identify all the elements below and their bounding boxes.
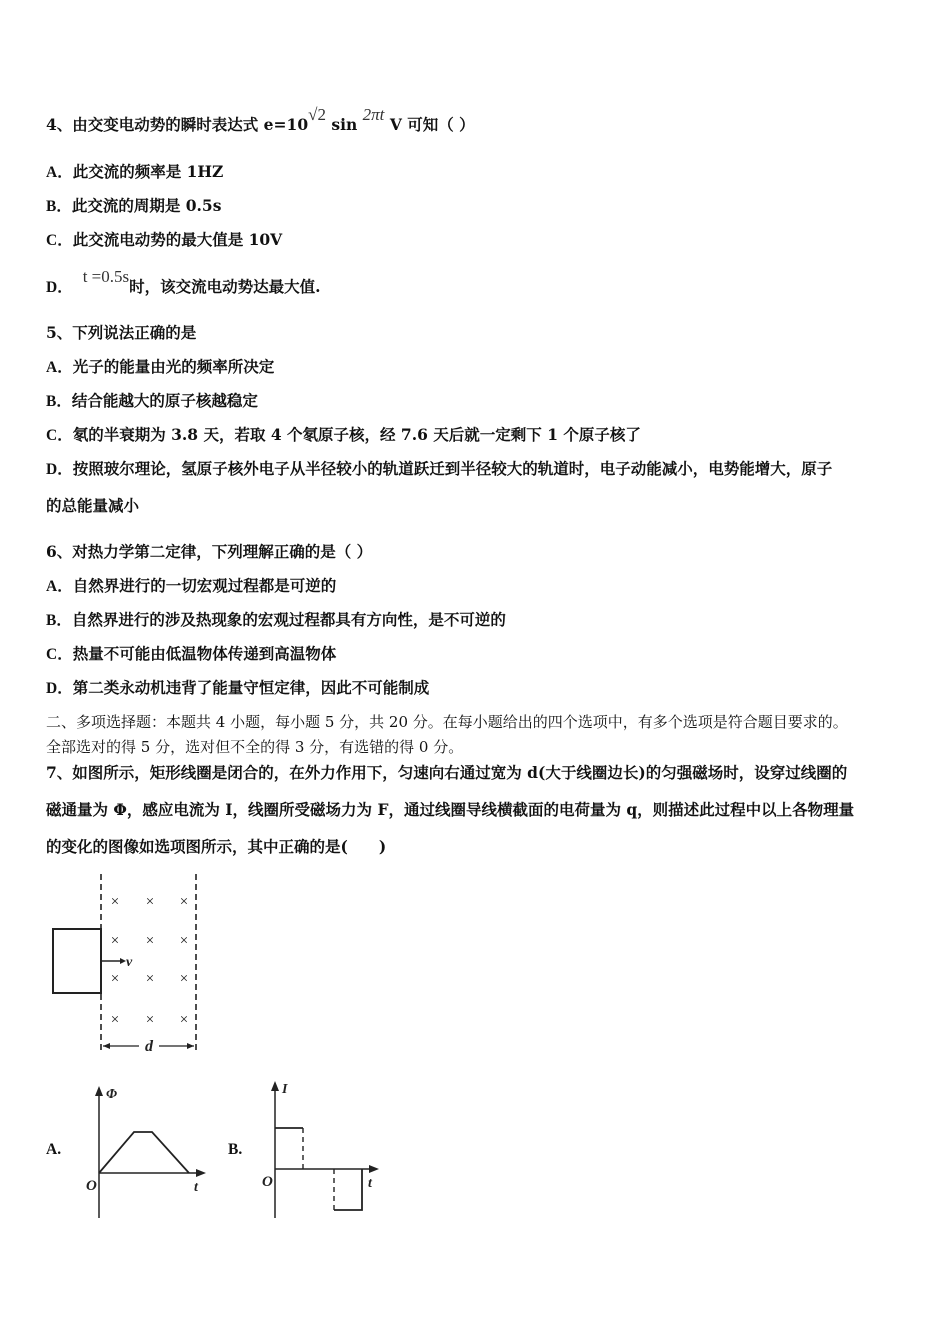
q5-b-letter: B． [46, 393, 72, 410]
q4-b-letter: B． [46, 198, 72, 215]
q6-a-letter: A． [46, 578, 73, 595]
q4-sqrt2: √2 [308, 105, 326, 124]
field-cross: × [179, 894, 189, 910]
graph-a-y-label: Φ [106, 1087, 118, 1102]
q4-a-letter: A． [46, 164, 73, 181]
q5-option-d [46, 459, 832, 480]
q4-arg: 2πt [362, 105, 385, 124]
graph-a-flux [82, 1082, 212, 1222]
q6-d-letter: D． [46, 680, 73, 697]
field-cross: × [110, 894, 120, 910]
field-cross: × [110, 1012, 120, 1028]
field-cross: × [145, 1012, 155, 1028]
graph-b-x-label: t [368, 1176, 372, 1191]
q5-option-b [46, 391, 258, 412]
q6-c-letter: C． [46, 646, 73, 663]
field-cross: × [179, 933, 189, 949]
q6-option-d [46, 678, 429, 699]
field-cross: × [110, 971, 120, 987]
graph-a-x-label: t [194, 1180, 198, 1195]
q6-stem: 6、对热力学第二定律，下列理解正确的是（ ） [46, 542, 373, 561]
q4-stem-post: V 可知（ ） [389, 115, 475, 134]
q4-c-letter: C． [46, 232, 73, 249]
q4-sin: sin [331, 115, 358, 134]
graph-a-option-label: A. [46, 1141, 62, 1158]
graph-a-y-arrowhead [95, 1086, 103, 1096]
graph-a-flux-curve [99, 1132, 189, 1173]
q4-stem-pre: 4、由交变电动势的瞬时表达式 e=10 [46, 115, 309, 134]
q4-b-text: 此交流的周期是 0.5s [71, 196, 222, 215]
q4-c-text: 此交流电动势的最大值是 10V [72, 230, 283, 249]
q4-option-a [46, 162, 223, 183]
q4-option-c [46, 230, 282, 251]
q4-option-b [46, 196, 221, 217]
q4-a-text: 此交流的频率是 1HZ [72, 162, 224, 181]
field-cross: × [145, 971, 155, 987]
section2-instructions-2: 全部选对的得 5 分，选对但不全的得 3 分，有选错的得 0 分。 [46, 738, 464, 756]
q6-option-b [46, 610, 506, 631]
field-cross: × [145, 894, 155, 910]
graph-b-current [258, 1076, 388, 1222]
velocity-label: v [126, 955, 133, 970]
q6-option-a [46, 576, 336, 597]
field-cross: × [145, 933, 155, 949]
graph-a-x-arrowhead [196, 1169, 206, 1177]
q5-d-text-2: 的总能量减小 [46, 496, 140, 515]
q5-a-letter: A． [46, 359, 73, 376]
magnetic-field-figure [44, 870, 214, 1060]
q5-option-c [46, 425, 641, 446]
q5-b-text: 结合能越大的原子核越稳定 [71, 391, 258, 410]
q4-option-d [46, 267, 321, 298]
q6-d-text: 第二类永动机违背了能量守恒定律，因此不可能制成 [72, 678, 430, 697]
graph-a-origin: O [86, 1178, 97, 1194]
q5-a-text: 光子的能量由光的频率所决定 [72, 357, 275, 376]
q7-stem-3: 的变化的图像如选项图所示，其中正确的是( ) [46, 837, 387, 856]
q5-c-text: 氡的半衰期为 3.8 天，若取 4 个氡原子核，经 7.6 天后就一定剩下 1 个原子核了 [72, 425, 641, 444]
q4-d-letter: D． [46, 279, 73, 296]
field-cross: × [179, 1012, 189, 1028]
graph-b-y-arrowhead [271, 1081, 279, 1091]
q4-d-text: 时，该交流电动势达最大值. [129, 277, 321, 296]
field-cross: × [110, 933, 120, 949]
rectangular-coil [53, 929, 101, 993]
q6-b-text: 自然界进行的涉及热现象的宏观过程都具有方向性，是不可逆的 [71, 610, 506, 629]
q4-d-math: t =0.5s [82, 267, 130, 286]
field-cross: × [179, 971, 189, 987]
q6-c-text: 热量不可能由低温物体传递到高温物体 [72, 644, 337, 663]
q6-a-text: 自然界进行的一切宏观过程都是可逆的 [72, 576, 337, 595]
graph-b-option-label: B. [228, 1141, 243, 1158]
q5-c-letter: C． [46, 427, 73, 444]
width-arrowhead-right [187, 1043, 194, 1049]
graph-b-y-label: I [282, 1082, 288, 1097]
q6-b-letter: B． [46, 612, 72, 629]
graph-b-negative-pulse [334, 1169, 362, 1210]
q4-stem [46, 105, 475, 135]
q5-d-text-1: 按照玻尔理论，氢原子核外电子从半径较小的轨道跃迁到半径较大的轨道时，电子动能减小，电势能增大，原子 [72, 459, 833, 478]
q6-option-c [46, 644, 336, 665]
q5-stem: 5、下列说法正确的是 [46, 323, 197, 342]
graph-b-origin: O [262, 1174, 273, 1190]
width-arrowhead-left [103, 1043, 110, 1049]
width-label: d [145, 1038, 153, 1055]
q5-option-a [46, 357, 274, 378]
q7-stem-1: 7、如图所示，矩形线圈是闭合的，在外力作用下，匀速向右通过宽为 d(大于线圈边长)的匀强磁场时，设穿过线圈的 [46, 763, 848, 782]
section2-instructions-1: 二、多项选择题：本题共 4 小题，每小题 5 分，共 20 分。在每小题给出的四个选项中，有多个选项是符合题目要求的。 [46, 713, 848, 731]
graph-b-x-arrowhead [369, 1165, 379, 1173]
q7-stem-2: 磁通量为 Φ，感应电流为 I，线圈所受磁场力为 F，通过线圈导线横截面的电荷量为 q，则描述此过程中以上各物理量 [46, 800, 855, 819]
q5-d-letter: D． [46, 461, 73, 478]
